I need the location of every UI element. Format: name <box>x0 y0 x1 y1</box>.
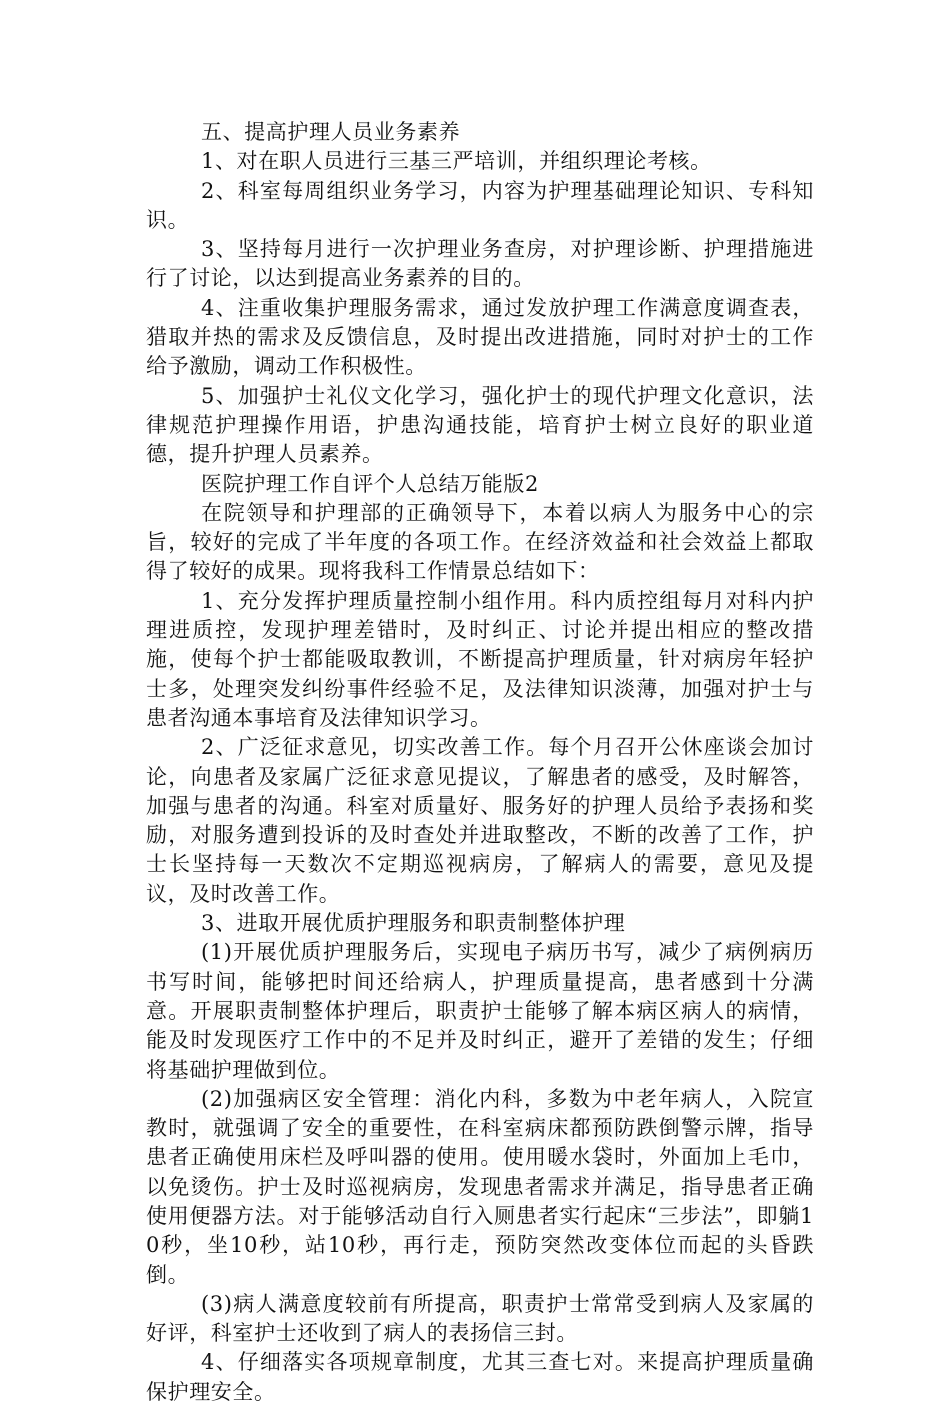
document-subtitle: 医院护理工作自评个人总结万能版2 <box>201 471 539 496</box>
paragraph-regulations: 4、仔细落实各项规章制度，尤其三查七对。来提高护理质量确保护理安全。 <box>146 1350 814 1404</box>
paragraph-item-1: 1、对在职人员进行三基三严培训，并组织理论考核。 <box>201 149 712 174</box>
section-heading-improve-skills: 五、提高护理人员业务素养 <box>201 120 461 144</box>
paragraph-sub-2: (2)加强病区安全管理：消化内科，多数为中老年病人，入院宣教时，就强调了安全的重要性，在科室病床都预防跌倒警示牌，指导患者正确使用床栏及呼叫器的使用。使用暖水袋时，外面加上毛巾，以免烫伤。护士及时巡视病房，发现患者需求并满足，指导患者正确使用便器方法。对于能够活动自行入厕患者实行起床“三步法”，即躺10秒，坐10秒，站10秒，再行走，预防突然改变体位而起的头昏跌倒。 <box>146 1086 814 1287</box>
paragraph-solicit-opinions: 2、广泛征求意见，切实改善工作。每个月召开公休座谈会加讨论，向患者及家属广泛征求意见提议，了解患者的感受，及时解答，加强与患者的沟通。科室对质量好、服务好的护理人员给予表扬和奖励，对服务遭到投诉的及时查处并进取整改，不断的改善了工作，护士长坚持每一天数次不定期巡视病房，了解病人的需要，意见及提议，及时改善工作。 <box>146 735 814 906</box>
paragraph-sub-1: (1)开展优质护理服务后，实现电子病历书写，减少了病例病历书写时间，能够把时间还给病人，护理质量提高，患者感到十分满意。开展职责制整体护理后，职责护士能够了解本病区病人的病情，能及时发现医疗工作中的不足并及时纠正，避开了差错的发生；仔细将基础护理做到位。 <box>146 940 814 1082</box>
paragraph-sub-3: (3)病人满意度较前有所提高，职责护士常常受到病人及家属的好评，科室护士还收到了病人的表扬信三封。 <box>146 1291 814 1346</box>
paragraph-item-3: 3、坚持每月进行一次护理业务查房，对护理诊断、护理措施进行了讨论，以达到提高业务素养的目的。 <box>146 237 814 291</box>
paragraph-item-2: 2、科室每周组织业务学习，内容为护理基础理论知识、专科知识。 <box>146 178 814 232</box>
paragraph-item-4: 4、注重收集护理服务需求，通过发放护理工作满意度调查表，猎取并热的需求及反馈信息，及时提出改进措施，同时对护士的工作给予激励，调动工作积极性。 <box>146 295 814 379</box>
section-heading-quality-service: 3、进取开展优质护理服务和职责制整体护理 <box>201 911 626 936</box>
paragraph-intro: 在院领导和护理部的正确领导下，本着以病人为服务中心的宗旨，较好的完成了半年度的各项工作。在经济效益和社会效益上都取得了较好的成果。现将我科工作情景总结如下： <box>146 500 814 584</box>
paragraph-quality-control: 1、充分发挥护理质量控制小组作用。科内质控组每月对科内护理进质控，发现护理差错时，及时纠正、讨论并提出相应的整改措施，使每个护士都能吸取教训，不断提高护理质量，针对病房年轻护士多，处理突发纠纷事件经验不足，及法律知识淡薄，加强对护士与患者沟通本事培育及法律知识学习。 <box>146 588 814 730</box>
document-body <box>146 118 814 1407</box>
paragraph-item-5: 5、加强护士礼仪文化学习，强化护士的现代护理文化意识，法律规范护理操作用语，护患沟通技能，培育护士树立良好的职业道德，提升护理人员素养。 <box>146 383 814 467</box>
